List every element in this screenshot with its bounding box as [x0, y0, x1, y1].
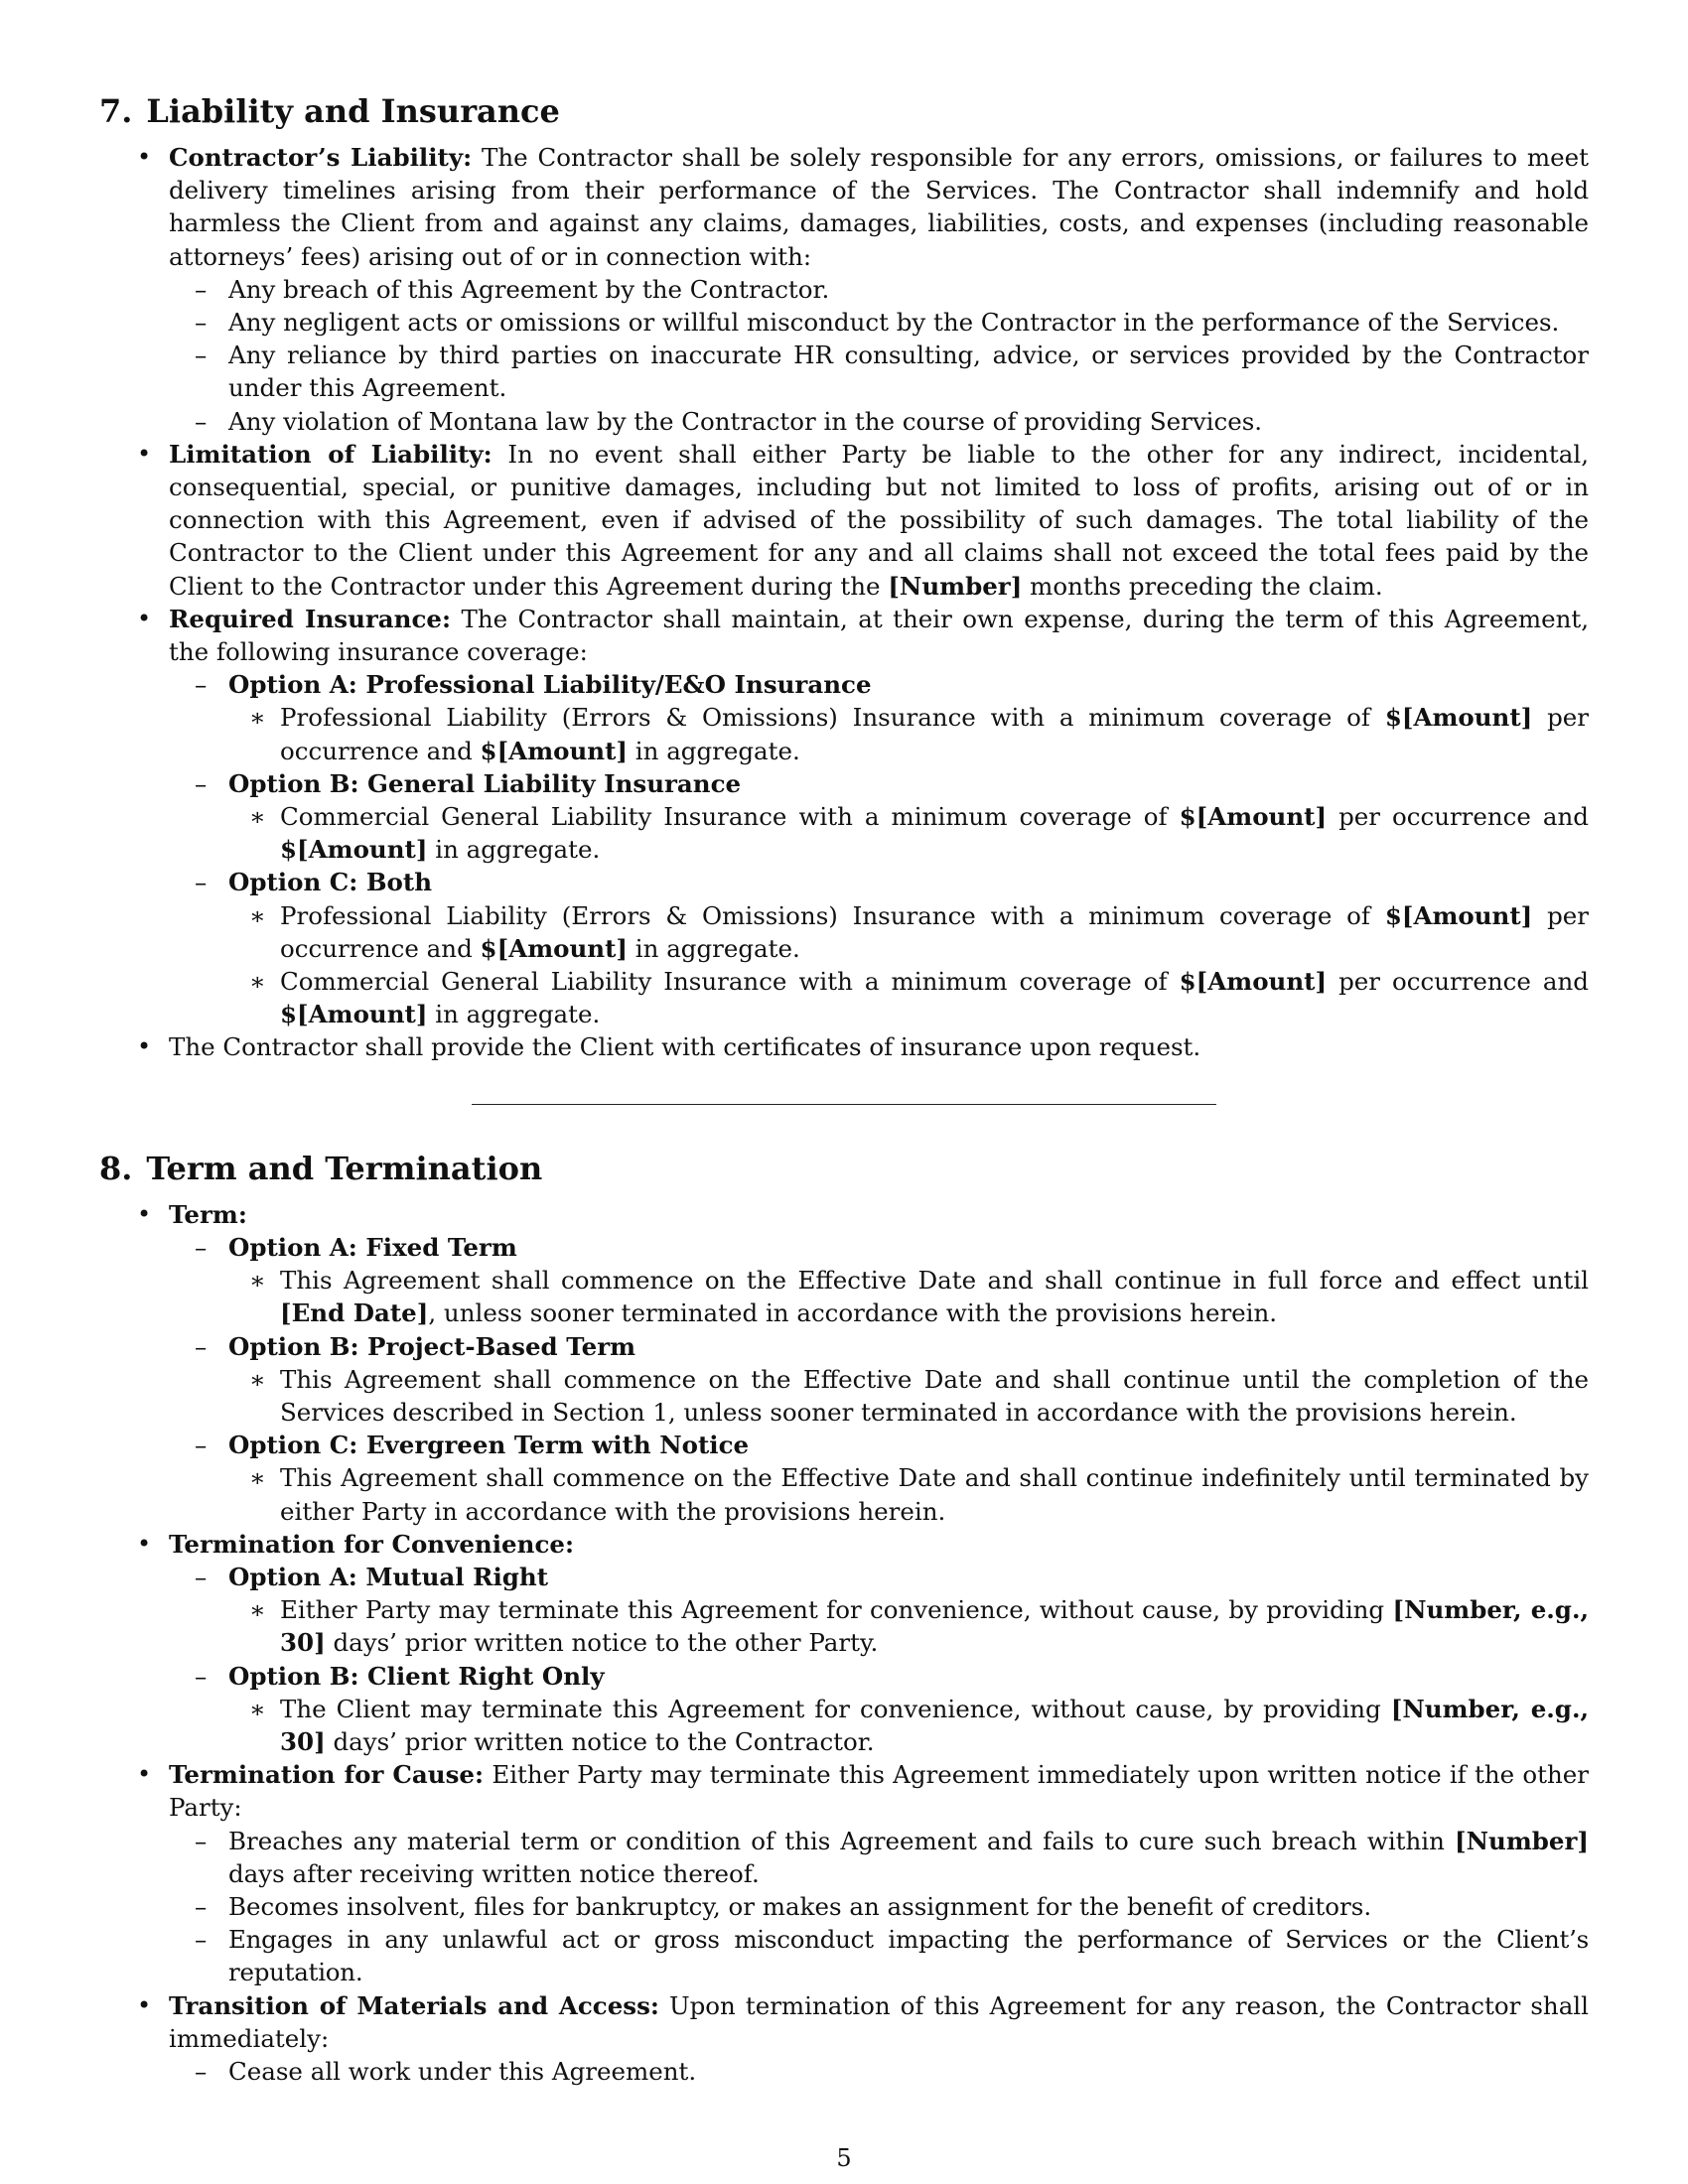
bullet-marker: •	[137, 143, 152, 171]
star-marker: ∗	[249, 1463, 266, 1493]
list-item: ∗ Professional Liability (Errors & Omissions) Insurance with a minimum coverage of $[Amount] per occurrence and $[Amount] in aggregate.	[249, 900, 1589, 963]
list-item	[99, 767, 1589, 800]
list-item: – Any reliance by third parties on inaccurate HR consulting, advice, or services provided by the Contractor under this Agreement.	[195, 341, 1589, 403]
list-item: • Contractor’s Liability: The Contractor shall be solely responsible for any errors, omissions, or failures to meet delivery timelines arising from their performance of the Services. The Contractor shall indemnify and hold harmless the Client from and against any claims, damages, liabilities, costs, and expenses (including reasonable attorneys’ fees) arising out of or in connection with:	[137, 143, 1590, 271]
dash-marker: –	[195, 670, 208, 700]
bullet-marker: •	[137, 604, 152, 632]
option-label: Option B: Client Right Only	[228, 1661, 605, 1691]
dash-marker: –	[195, 1431, 208, 1460]
placeholder-field: $[Amount]	[1384, 703, 1533, 733]
section-7-heading: 7. Liability and Insurance	[99, 92, 560, 130]
dash-marker: –	[195, 1331, 208, 1361]
placeholder-field: [Number]	[888, 571, 1023, 601]
dash-marker: –	[195, 341, 208, 370]
dash-marker: –	[195, 274, 208, 304]
bullet-marker: •	[137, 1529, 152, 1558]
list-item: • Limitation of Liability: In no event shall either Party be liable to the other for any indirect, incidental, consequential, special, or punitive damages, including but not limited to loss of profits, arising out of or in connection with this Agreement, even if advised of the possibility of such damages. The total liability of the Contractor to the Client under this Agreement for any and all claims shall not exceed the total fees paid by the Client to the Contractor under this Agreement during the [Number] months preceding the claim.	[137, 439, 1589, 601]
list-item	[99, 1429, 1589, 1461]
star-marker: ∗	[249, 703, 266, 733]
bullet-marker: •	[137, 1760, 152, 1789]
contractor-liability-label: Contractor’s Liability:	[169, 143, 473, 172]
document-page	[99, 91, 1589, 2088]
bullet-marker: •	[137, 439, 152, 468]
dash-marker: –	[195, 2056, 208, 2086]
option-label: Option B: Project-Based Term	[228, 1331, 636, 1361]
star-marker: ∗	[249, 967, 266, 997]
dash-marker: –	[195, 406, 208, 436]
list-item: – Becomes insolvent, files for bankruptcy, or makes an assignment for the benefit of creditors.	[99, 1890, 1589, 1923]
list-item: – Any breach of this Agreement by the Contractor.	[99, 273, 1589, 306]
option-label: Option C: Both	[228, 868, 433, 897]
convenience-label: Termination for Convenience:	[169, 1529, 575, 1559]
section-8-list	[99, 1198, 1589, 2088]
placeholder-field: $[Amount]	[280, 835, 428, 865]
section-8-heading: 8. Term and Termination	[99, 1149, 543, 1187]
list-item: • Transition of Materials and Access: Upon termination of this Agreement for any reason, the Contractor shall immediately:	[137, 1990, 1589, 2053]
list-item: ∗ This Agreement shall commence on the Effective Date and shall continue in full force and effect until [End Date], unless sooner terminated in accordance with the provisions herein.	[249, 1266, 1589, 1328]
page-number: 5	[836, 2144, 852, 2172]
list-item: – Cease all work under this Agreement.	[99, 2055, 1589, 2088]
dash-marker: –	[195, 1826, 208, 1855]
list-item: • Termination for Cause: Either Party may terminate this Agreement immediately upon written notice if the other Party:	[137, 1760, 1589, 1823]
placeholder-field: $[Amount]	[280, 1000, 428, 1029]
list-item: ∗ This Agreement shall commence on the Effective Date and shall continue indefinitely until terminated by either Party in accordance with the provisions herein.	[249, 1463, 1589, 1526]
star-marker: ∗	[249, 900, 266, 930]
star-marker: ∗	[249, 1266, 266, 1296]
list-item: – Breaches any material term or condition of this Agreement and fails to cure such breach within [Number] days after receiving written notice thereof.	[195, 1826, 1589, 1888]
list-item	[99, 668, 1589, 701]
section-7-list	[99, 141, 1589, 1064]
transition-label: Transition of Materials and Access:	[169, 1990, 659, 2020]
option-label: Option A: Fixed Term	[228, 1232, 517, 1262]
star-marker: ∗	[249, 802, 266, 832]
option-label: Option B: General Liability Insurance	[228, 768, 742, 798]
bullet-marker: •	[137, 1990, 152, 2019]
placeholder-field: $[Amount]	[480, 933, 628, 963]
list-item: • Required Insurance: The Contractor shall maintain, at their own expense, during the term of this Agreement, the following insurance coverage:	[137, 604, 1590, 667]
placeholder-field: [Number]	[1455, 1826, 1589, 1855]
limitation-label: Limitation of Liability:	[169, 439, 492, 469]
list-item: • The Contractor shall provide the Client with certificates of insurance upon request.	[99, 1030, 1589, 1063]
list-item: ∗ The Client may terminate this Agreement for convenience, without cause, by providing [Number, e.g., 30] days’ prior written notice to the Contractor.	[249, 1694, 1590, 1756]
list-item	[99, 866, 1589, 898]
placeholder-field: [Number, e.g., 30]	[280, 1694, 1590, 1756]
dash-marker: –	[195, 1925, 208, 1955]
dash-marker: –	[195, 1562, 208, 1591]
list-item	[99, 1198, 1589, 1231]
cause-label: Termination for Cause:	[169, 1760, 485, 1790]
list-item	[99, 1660, 1589, 1693]
placeholder-field: $[Amount]	[1384, 900, 1533, 930]
bullet-marker: •	[137, 1199, 152, 1228]
option-label: Option C: Evergreen Term with Notice	[228, 1431, 750, 1460]
bullet-marker: •	[137, 1032, 152, 1061]
list-item: ∗ Commercial General Liability Insurance with a minimum coverage of $[Amount] per occurrence and $[Amount] in aggregate.	[249, 802, 1589, 865]
dash-marker: –	[195, 868, 208, 897]
placeholder-field: $[Amount]	[480, 736, 628, 765]
placeholder-field: [Number, e.g., 30]	[280, 1595, 1589, 1658]
term-label: Term:	[169, 1199, 247, 1229]
dash-marker: –	[195, 1232, 208, 1262]
star-marker: ∗	[249, 1694, 266, 1723]
placeholder-field: $[Amount]	[1179, 967, 1328, 997]
dash-marker: –	[195, 308, 208, 338]
list-item	[99, 1528, 1589, 1561]
star-marker: ∗	[249, 1364, 266, 1394]
dash-marker: –	[195, 1891, 208, 1921]
list-item: ∗ Either Party may terminate this Agreement for convenience, without cause, by providing [Number, e.g., 30] days’ prior written notice to the other Party.	[249, 1595, 1589, 1658]
list-item	[99, 1561, 1589, 1593]
section-divider	[472, 1104, 1216, 1105]
placeholder-field: [End Date]	[280, 1298, 429, 1328]
list-item: – Any negligent acts or omissions or willful misconduct by the Contractor in the performance of the Services.	[99, 306, 1589, 339]
dash-marker: –	[195, 768, 208, 798]
list-item: ∗ Professional Liability (Errors & Omissions) Insurance with a minimum coverage of $[Amount] per occurrence and $[Amount] in aggregate.	[249, 703, 1589, 765]
option-label: Option A: Mutual Right	[228, 1562, 549, 1591]
placeholder-field: $[Amount]	[1179, 802, 1328, 832]
list-item: – Any violation of Montana law by the Contractor in the course of providing Services.	[99, 405, 1589, 438]
list-item	[99, 1231, 1589, 1264]
option-label: Option A: Professional Liability/E&O Insurance	[228, 670, 872, 700]
required-insurance-label: Required Insurance:	[169, 604, 452, 633]
list-item: ∗ This Agreement shall commence on the Effective Date and shall continue until the completion of the Services described in Section 1, unless sooner terminated in accordance with the provisions herein.	[249, 1364, 1589, 1427]
dash-marker: –	[195, 1661, 208, 1691]
list-item	[99, 1330, 1589, 1363]
list-item: – Engages in any unlawful act or gross misconduct impacting the performance of Services or the Client’s reputation.	[195, 1925, 1589, 1987]
list-item: ∗ Commercial General Liability Insurance with a minimum coverage of $[Amount] per occurrence and $[Amount] in aggregate.	[249, 967, 1589, 1029]
star-marker: ∗	[249, 1595, 266, 1625]
